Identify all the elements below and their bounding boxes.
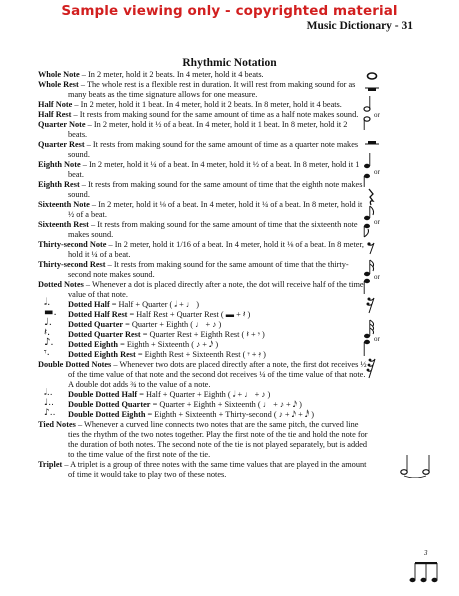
definitions-body <box>38 70 368 480</box>
list-item: ♪. Dotted Eighth = Eighth + Sixteenth ( ♪ + 𝅘𝅥𝅯 ) <box>44 337 219 349</box>
entry-thirty-second-rest: Thirty-second Rest – It rests from making sound for the same amount of time that the thirty-second note makes sound. <box>38 260 349 279</box>
dotted-quarter-rest-icon: 𝄽. <box>44 327 51 338</box>
dotted-quarter-note-icon: ♩. <box>44 317 52 328</box>
whole-note-icon <box>368 73 377 79</box>
half-note-icon <box>401 470 407 475</box>
eighth-note-icon <box>432 578 438 582</box>
entry-eighth-note: Eighth Note – In 2 meter, hold it ¼ of a beat. In 4 meter, hold it ½ of a beat. In 8 meter, hold it 1 beat. <box>38 160 360 179</box>
entry-sixteenth-note: Sixteenth Note – In 2 meter, hold it ⅛ of a beat. In 4 meter, hold it ¼ of a beat. In 8 meter, hold it ½ of a beat. <box>38 200 363 219</box>
half-rest-icon <box>365 141 379 144</box>
double-dotted-notes-list <box>38 390 368 420</box>
thirty-second-note-icon <box>364 320 374 356</box>
list-item: ▬. Dotted Half Rest = Half Rest + Quarter Rest ( ▬ + 𝄽 ) <box>44 307 251 319</box>
half-note-icon <box>364 96 370 130</box>
double-dotted-eighth-note-icon: ♪.. <box>44 408 56 418</box>
or-label: or <box>374 168 380 176</box>
list-item: 𝄾. Dotted Eighth Rest = Eighth Rest + Sixteenth Rest ( 𝄾 + 𝄿 ) <box>44 347 266 359</box>
dotted-notes-list <box>38 297 368 360</box>
entry-whole-rest: Whole Rest – The whole rest is a flexible rest in duration. It will rest from making sound for as many beats as the time signature allows for one measure. <box>38 80 356 99</box>
entry-half-rest: Half Rest – It rests from making sound for the same amount of time as a half note makes sound. <box>38 110 359 119</box>
or-label: or <box>374 111 380 119</box>
list-item: ♩. Dotted Quarter = Quarter + Eighth ( ♩ + ♪ ) <box>44 317 222 329</box>
list-item: 𝄽. Dotted Quarter Rest = Quarter Rest + Eighth Rest ( 𝄽 + 𝄾 ) <box>44 327 265 339</box>
entry-eighth-rest: Eighth Rest – It rests from making sound for the same amount of time that the eighth note makes sound. <box>38 180 363 199</box>
list-item: 𝅗𝅥.. Double Dotted Half = Half + Quarter + Eighth ( 𝅗𝅥 + ♩ + ♪ ) <box>44 388 271 399</box>
half-note-icon <box>423 470 429 475</box>
entry-sixteenth-rest: Sixteenth Rest – It rests from making sound for the same amount of time that the sixteenth note makes sound. <box>38 220 358 239</box>
notation-symbols-column <box>360 66 455 426</box>
sixteenth-note-icon <box>364 260 374 294</box>
entry-half-note: Half Note – In 2 meter, hold it 1 beat. In 4 meter, hold it 2 beats. In 8 meter, hold it 4 beats. <box>38 100 342 109</box>
tie-curve <box>404 476 426 478</box>
list-item: 𝅗𝅥. Dotted Half = Half + Quarter ( 𝅗𝅥 + ♩ ) <box>44 297 199 309</box>
beam <box>415 562 437 564</box>
or-label: or <box>374 335 380 343</box>
entry-quarter-rest: Quarter Rest – It rests from making sound for the same amount of time as a quarter note makes sound. <box>38 140 359 159</box>
eighth-note-icon <box>364 206 374 237</box>
entry-thirty-second-note: Thirty-second Note – In 2 meter, hold it 1/16 of a beat. In 4 meter, hold it ⅛ of a beat. In 8 meter, hold it ¼ of a beat. <box>38 240 364 259</box>
section-title: Rhythmic Notation <box>182 57 277 69</box>
tied-notes-figure <box>398 452 438 478</box>
or-label: or <box>374 273 380 281</box>
eighth-note-icon <box>410 578 416 582</box>
eighth-rest-icon <box>367 242 374 254</box>
entry-quarter-note: Quarter Note – In 2 meter, hold it ½ of a beat. In 4 meter, hold it 1 beat. In 8 meter, hold it 2 beats. <box>38 120 348 139</box>
entry-double-dotted-notes: Double Dotted Notes – Whenever two dots are placed directly after a note, the first dot receives ½ of the time value of that note and the second dot receives ¼ of the time value of that note. A double dot adds ¾ to the value of a note. <box>38 360 367 389</box>
entry-whole-note: Whole Note – In 2 meter, hold it 2 beats. In 4 meter, hold it 4 beats. <box>38 70 264 79</box>
entry-triplet: Triplet – A triplet is a group of three notes with the same time values that are played in the amount of time it would take to play two of these notes. <box>38 460 367 479</box>
quarter-rest-icon <box>369 189 373 205</box>
list-item: ♩.. Double Dotted Quarter = Quarter + Eighth + Sixteenth ( ♩ + ♪ + 𝅘𝅥𝅯 ) <box>44 398 302 409</box>
eighth-note-icon <box>421 578 427 582</box>
double-dotted-quarter-note-icon: ♩.. <box>44 398 54 408</box>
quarter-note-icon <box>364 153 370 187</box>
dotted-eighth-note-icon: ♪. <box>44 337 54 348</box>
sixteenth-rest-icon <box>367 298 375 314</box>
or-label: or <box>374 218 380 226</box>
thirty-second-rest-icon <box>367 359 375 378</box>
entry-tied-notes: Tied Notes – Whenever a curved line connects two notes that are the same pitch, the curved line ties the rhythm of the two notes together. Play the first note of the tie and hold the note for the duration of both notes. The second note of the tie is not played separately, but is added to the time value of the first note of the tie. <box>38 420 368 459</box>
entry-dotted-notes: Dotted Notes – Whenever a dot is placed directly after a note, the dot will receive half of the time value of that note. <box>38 280 364 299</box>
triplet-number: 3 <box>424 549 428 557</box>
copyright-watermark: Sample viewing only - copyrighted material <box>61 3 398 19</box>
dotted-half-note-icon: 𝅗𝅥. <box>44 297 51 308</box>
dotted-eighth-rest-icon: 𝄾. <box>44 347 50 358</box>
triplet-figure <box>407 549 447 585</box>
list-item: ♪.. Double Dotted Eighth = Eighth + Sixteenth + Thirty-second ( ♪ + 𝅘𝅥𝅯 + 𝅘𝅥𝅰 ) <box>44 408 314 419</box>
double-dotted-half-note-icon: 𝅗𝅥.. <box>44 388 53 398</box>
page-header: Music Dictionary - 31 <box>306 20 413 32</box>
whole-rest-icon <box>365 88 379 91</box>
dotted-half-rest-icon: ▬. <box>44 307 57 318</box>
